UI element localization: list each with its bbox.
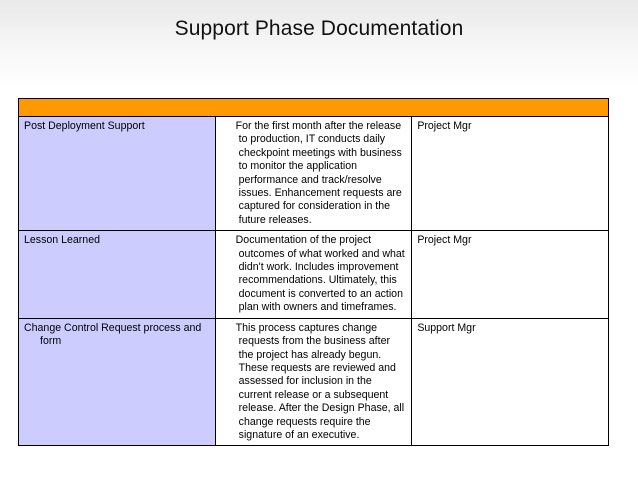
row-item-label: Change Control Request process and form	[24, 321, 202, 348]
table-header-bar	[19, 99, 609, 117]
row-item-cell	[19, 231, 216, 318]
row-item-label: Post Deployment Support	[24, 120, 145, 132]
page-title: Support Phase Documentation	[174, 17, 464, 40]
row-description: Documentation of the project outcomes of what worked and what didn't work. Includes improvement recommendations. Ultimately, this document is converted to an action plan with owners and timeframes.	[235, 234, 405, 314]
table-row	[19, 318, 609, 446]
table-row	[19, 117, 609, 231]
row-owner: Project Mgr	[417, 120, 472, 132]
row-item-label: Lesson Learned	[24, 234, 100, 247]
row-item-cell	[19, 318, 216, 446]
row-owner-cell	[412, 117, 609, 231]
row-owner: Project Mgr	[417, 234, 472, 247]
row-description: This process captures change requests from the business after the project has already begun. These requests are reviewed and assessed for inclusion in the current release or a subsequent release. After the Design Phase, all change requests require the signature of an executive.	[235, 321, 405, 441]
row-owner-cell	[412, 318, 609, 446]
row-description-cell	[215, 318, 412, 446]
row-description-cell	[215, 117, 412, 231]
row-owner-cell	[412, 231, 609, 318]
row-description: For the first month after the release to production, IT conducts daily checkpoint meetings with business to monitor the application performance and track/resolve issues. Enhancement requests are captured for consideration in the future releases.	[235, 120, 402, 226]
row-owner: Support Mgr	[417, 321, 476, 334]
row-item-cell	[19, 117, 216, 231]
row-description-cell	[215, 231, 412, 318]
documentation-table	[18, 98, 609, 446]
table-header-row	[19, 99, 609, 117]
table-row	[19, 231, 609, 318]
